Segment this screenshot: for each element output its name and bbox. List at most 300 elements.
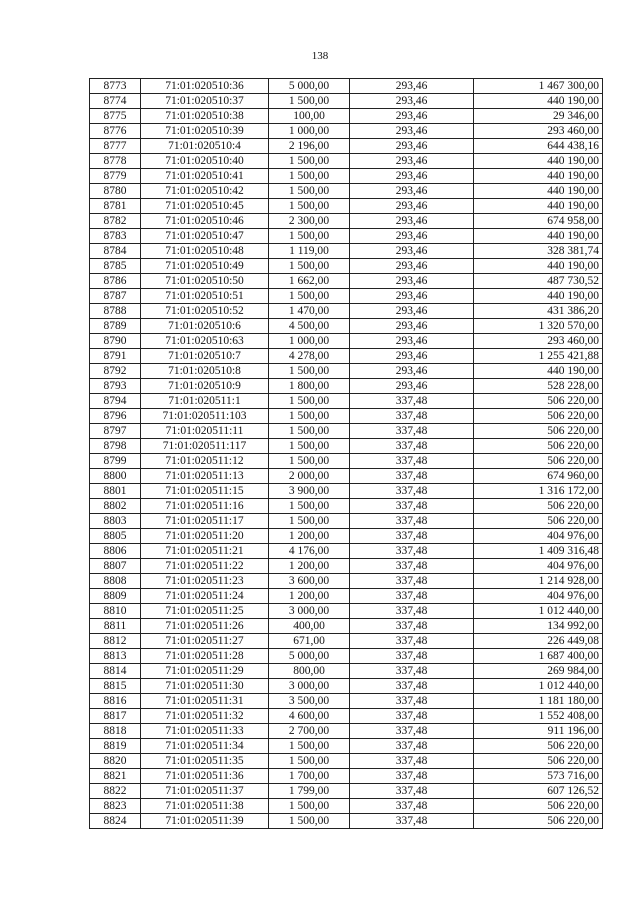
row-number-cell: 8792: [90, 364, 141, 379]
row-number-cell: 8802: [90, 499, 141, 514]
cadastral-value-cell: 506 220,00: [474, 409, 603, 424]
specific-value-cell: 293,46: [350, 124, 474, 139]
cadastral-value-cell: 506 220,00: [474, 514, 603, 529]
cadastral-value-cell: 506 220,00: [474, 799, 603, 814]
cadastral-value-cell: 573 716,00: [474, 769, 603, 784]
row-number-cell: 8780: [90, 184, 141, 199]
area-cell: 1 500,00: [269, 94, 350, 109]
cadastral-value-cell: 506 220,00: [474, 454, 603, 469]
table-row: [90, 649, 603, 664]
row-number-cell: 8797: [90, 424, 141, 439]
row-number-cell: 8793: [90, 379, 141, 394]
specific-value-cell: 293,46: [350, 79, 474, 94]
cadastral-number-cell: 71:01:020511:37: [141, 784, 269, 799]
cadastral-number-cell: 71:01:020511:13: [141, 469, 269, 484]
specific-value-cell: 293,46: [350, 154, 474, 169]
cadastral-number-cell: 71:01:020510:45: [141, 199, 269, 214]
table-row: [90, 769, 603, 784]
area-cell: 4 176,00: [269, 544, 350, 559]
cadastral-value-cell: 1 316 172,00: [474, 484, 603, 499]
row-number-cell: 8798: [90, 439, 141, 454]
area-cell: 3 600,00: [269, 574, 350, 589]
cadastral-number-cell: 71:01:020511:35: [141, 754, 269, 769]
specific-value-cell: 337,48: [350, 619, 474, 634]
specific-value-cell: 293,46: [350, 94, 474, 109]
cadastral-number-cell: 71:01:020511:12: [141, 454, 269, 469]
cadastral-value-cell: 644 438,16: [474, 139, 603, 154]
table-row: [90, 814, 603, 829]
row-number-cell: 8815: [90, 679, 141, 694]
cadastral-value-cell: 506 220,00: [474, 754, 603, 769]
table-row: [90, 439, 603, 454]
specific-value-cell: 293,46: [350, 379, 474, 394]
cadastral-number-cell: 71:01:020511:23: [141, 574, 269, 589]
specific-value-cell: 337,48: [350, 514, 474, 529]
row-number-cell: 8812: [90, 634, 141, 649]
specific-value-cell: 337,48: [350, 784, 474, 799]
cadastral-value-cell: 1 012 440,00: [474, 679, 603, 694]
area-cell: 3 000,00: [269, 604, 350, 619]
area-cell: 1 500,00: [269, 259, 350, 274]
cadastral-value-cell: 404 976,00: [474, 529, 603, 544]
table-row: [90, 139, 603, 154]
table-row: [90, 259, 603, 274]
table-row: [90, 334, 603, 349]
table-row: [90, 289, 603, 304]
specific-value-cell: 337,48: [350, 769, 474, 784]
row-number-cell: 8773: [90, 79, 141, 94]
table-row: [90, 499, 603, 514]
table-row: [90, 274, 603, 289]
cadastral-number-cell: 71:01:020510:38: [141, 109, 269, 124]
specific-value-cell: 337,48: [350, 529, 474, 544]
table-row: [90, 244, 603, 259]
table-row: [90, 79, 603, 94]
area-cell: 1 662,00: [269, 274, 350, 289]
specific-value-cell: 337,48: [350, 454, 474, 469]
cadastral-number-cell: 71:01:020510:41: [141, 169, 269, 184]
specific-value-cell: 293,46: [350, 334, 474, 349]
cadastral-value-cell: 134 992,00: [474, 619, 603, 634]
area-cell: 1 500,00: [269, 439, 350, 454]
row-number-cell: 8799: [90, 454, 141, 469]
cadastral-value-cell: 1 409 316,48: [474, 544, 603, 559]
row-number-cell: 8782: [90, 214, 141, 229]
row-number-cell: 8819: [90, 739, 141, 754]
row-number-cell: 8822: [90, 784, 141, 799]
specific-value-cell: 337,48: [350, 394, 474, 409]
area-cell: 1 500,00: [269, 289, 350, 304]
area-cell: 1 500,00: [269, 229, 350, 244]
row-number-cell: 8817: [90, 709, 141, 724]
cadastral-number-cell: 71:01:020510:7: [141, 349, 269, 364]
cadastral-number-cell: 71:01:020511:15: [141, 484, 269, 499]
cadastral-number-cell: 71:01:020510:49: [141, 259, 269, 274]
table-row: [90, 604, 603, 619]
specific-value-cell: 293,46: [350, 199, 474, 214]
area-cell: 1 470,00: [269, 304, 350, 319]
cadastral-number-cell: 71:01:020511:17: [141, 514, 269, 529]
cadastral-number-cell: 71:01:020510:46: [141, 214, 269, 229]
area-cell: 1 500,00: [269, 499, 350, 514]
row-number-cell: 8785: [90, 259, 141, 274]
cadastral-value-cell: 506 220,00: [474, 439, 603, 454]
table-row: [90, 169, 603, 184]
table-row: [90, 424, 603, 439]
specific-value-cell: 293,46: [350, 364, 474, 379]
table-row: [90, 664, 603, 679]
cadastral-number-cell: 71:01:020510:47: [141, 229, 269, 244]
cadastral-value-cell: 440 190,00: [474, 94, 603, 109]
cadastral-number-cell: 71:01:020510:8: [141, 364, 269, 379]
cadastral-value-cell: 506 220,00: [474, 814, 603, 829]
cadastral-value-cell: 293 460,00: [474, 124, 603, 139]
area-cell: 2 000,00: [269, 469, 350, 484]
cadastral-number-cell: 71:01:020511:33: [141, 724, 269, 739]
cadastral-number-cell: 71:01:020510:50: [141, 274, 269, 289]
cadastral-number-cell: 71:01:020511:31: [141, 694, 269, 709]
cadastral-value-cell: 1 467 300,00: [474, 79, 603, 94]
cadastral-value-cell: 226 449,08: [474, 634, 603, 649]
area-cell: 2 300,00: [269, 214, 350, 229]
cadastral-number-cell: 71:01:020510:4: [141, 139, 269, 154]
cadastral-number-cell: 71:01:020510:37: [141, 94, 269, 109]
specific-value-cell: 337,48: [350, 574, 474, 589]
row-number-cell: 8786: [90, 274, 141, 289]
cadastral-value-cell: 1 552 408,00: [474, 709, 603, 724]
table-row: [90, 319, 603, 334]
cadastral-value-cell: 269 984,00: [474, 664, 603, 679]
cadastral-number-cell: 71:01:020511:34: [141, 739, 269, 754]
row-number-cell: 8790: [90, 334, 141, 349]
table-row: [90, 739, 603, 754]
cadastral-value-cell: 1 181 180,00: [474, 694, 603, 709]
cadastral-number-cell: 71:01:020511:28: [141, 649, 269, 664]
area-cell: 3 000,00: [269, 679, 350, 694]
specific-value-cell: 293,46: [350, 259, 474, 274]
area-cell: 671,00: [269, 634, 350, 649]
row-number-cell: 8789: [90, 319, 141, 334]
row-number-cell: 8775: [90, 109, 141, 124]
table-row: [90, 559, 603, 574]
table-row: [90, 529, 603, 544]
specific-value-cell: 293,46: [350, 169, 474, 184]
area-cell: 1 000,00: [269, 124, 350, 139]
row-number-cell: 8813: [90, 649, 141, 664]
specific-value-cell: 293,46: [350, 109, 474, 124]
specific-value-cell: 293,46: [350, 244, 474, 259]
table-row: [90, 109, 603, 124]
specific-value-cell: 337,48: [350, 724, 474, 739]
cadastral-number-cell: 71:01:020511:25: [141, 604, 269, 619]
cadastral-number-cell: 71:01:020510:63: [141, 334, 269, 349]
specific-value-cell: 337,48: [350, 754, 474, 769]
table-row: [90, 379, 603, 394]
area-cell: 100,00: [269, 109, 350, 124]
table-row: [90, 619, 603, 634]
cadastral-number-cell: 71:01:020511:16: [141, 499, 269, 514]
table-row: [90, 754, 603, 769]
row-number-cell: 8806: [90, 544, 141, 559]
specific-value-cell: 293,46: [350, 319, 474, 334]
area-cell: 1 500,00: [269, 154, 350, 169]
table-row: [90, 484, 603, 499]
cadastral-value-cell: 674 960,00: [474, 469, 603, 484]
specific-value-cell: 337,48: [350, 799, 474, 814]
area-cell: 1 500,00: [269, 409, 350, 424]
specific-value-cell: 337,48: [350, 739, 474, 754]
area-cell: 1 500,00: [269, 169, 350, 184]
cadastral-number-cell: 71:01:020510:48: [141, 244, 269, 259]
table-row: [90, 394, 603, 409]
cadastral-number-cell: 71:01:020510:51: [141, 289, 269, 304]
area-cell: 1 119,00: [269, 244, 350, 259]
specific-value-cell: 293,46: [350, 214, 474, 229]
specific-value-cell: 337,48: [350, 559, 474, 574]
cadastral-value-cell: 911 196,00: [474, 724, 603, 739]
cadastral-number-cell: 71:01:020511:11: [141, 424, 269, 439]
cadastral-number-cell: 71:01:020510:40: [141, 154, 269, 169]
table-row: [90, 94, 603, 109]
row-number-cell: 8824: [90, 814, 141, 829]
table-row: [90, 454, 603, 469]
cadastral-number-cell: 71:01:020510:39: [141, 124, 269, 139]
table-row: [90, 694, 603, 709]
cadastral-number-cell: 71:01:020510:9: [141, 379, 269, 394]
area-cell: 4 500,00: [269, 319, 350, 334]
cadastral-value-cell: 440 190,00: [474, 199, 603, 214]
table-row: [90, 514, 603, 529]
row-number-cell: 8787: [90, 289, 141, 304]
table-row: [90, 634, 603, 649]
specific-value-cell: 293,46: [350, 139, 474, 154]
area-cell: 3 500,00: [269, 694, 350, 709]
cadastral-value-cell: 404 976,00: [474, 559, 603, 574]
row-number-cell: 8820: [90, 754, 141, 769]
row-number-cell: 8800: [90, 469, 141, 484]
row-number-cell: 8784: [90, 244, 141, 259]
row-number-cell: 8814: [90, 664, 141, 679]
cadastral-number-cell: 71:01:020511:20: [141, 529, 269, 544]
table-row: [90, 124, 603, 139]
specific-value-cell: 337,48: [350, 814, 474, 829]
row-number-cell: 8794: [90, 394, 141, 409]
cadastral-value-cell: 1 012 440,00: [474, 604, 603, 619]
table-row: [90, 214, 603, 229]
cadastral-value-cell: 506 220,00: [474, 739, 603, 754]
specific-value-cell: 293,46: [350, 349, 474, 364]
cadastral-value-cell: 1 320 570,00: [474, 319, 603, 334]
cadastral-number-cell: 71:01:020511:103: [141, 409, 269, 424]
cadastral-number-cell: 71:01:020511:27: [141, 634, 269, 649]
row-number-cell: 8811: [90, 619, 141, 634]
specific-value-cell: 293,46: [350, 289, 474, 304]
cadastral-value-cell: 440 190,00: [474, 289, 603, 304]
cadastral-value-cell: 440 190,00: [474, 154, 603, 169]
cadastral-number-cell: 71:01:020511:22: [141, 559, 269, 574]
cadastral-value-cell: 1 255 421,88: [474, 349, 603, 364]
specific-value-cell: 293,46: [350, 274, 474, 289]
area-cell: 1 500,00: [269, 814, 350, 829]
row-number-cell: 8810: [90, 604, 141, 619]
cadastral-value-cell: 440 190,00: [474, 259, 603, 274]
cadastral-value-cell: 328 381,74: [474, 244, 603, 259]
cadastral-value-cell: 674 958,00: [474, 214, 603, 229]
specific-value-cell: 293,46: [350, 184, 474, 199]
row-number-cell: 8788: [90, 304, 141, 319]
area-cell: 2 196,00: [269, 139, 350, 154]
table-row: [90, 199, 603, 214]
specific-value-cell: 337,48: [350, 424, 474, 439]
area-cell: 4 278,00: [269, 349, 350, 364]
cadastral-value-cell: 1 687 400,00: [474, 649, 603, 664]
area-cell: 1 500,00: [269, 199, 350, 214]
specific-value-cell: 337,48: [350, 664, 474, 679]
specific-value-cell: 337,48: [350, 634, 474, 649]
cadastral-value-cell: 29 346,00: [474, 109, 603, 124]
row-number-cell: 8777: [90, 139, 141, 154]
page-number: 138: [311, 50, 329, 62]
cadastral-value-cell: 487 730,52: [474, 274, 603, 289]
cadastral-number-cell: 71:01:020511:29: [141, 664, 269, 679]
cadastral-value-cell: 293 460,00: [474, 334, 603, 349]
cadastral-value-cell: 506 220,00: [474, 424, 603, 439]
cadastral-number-cell: 71:01:020511:32: [141, 709, 269, 724]
row-number-cell: 8778: [90, 154, 141, 169]
area-cell: 1 200,00: [269, 589, 350, 604]
cadastral-number-cell: 71:01:020511:26: [141, 619, 269, 634]
table-row: [90, 409, 603, 424]
cadastral-number-cell: 71:01:020511:21: [141, 544, 269, 559]
area-cell: 1 500,00: [269, 739, 350, 754]
row-number-cell: 8801: [90, 484, 141, 499]
table-row: [90, 544, 603, 559]
cadastral-number-cell: 71:01:020510:52: [141, 304, 269, 319]
row-number-cell: 8803: [90, 514, 141, 529]
area-cell: 1 200,00: [269, 559, 350, 574]
row-number-cell: 8776: [90, 124, 141, 139]
cadastral-value-cell: 440 190,00: [474, 169, 603, 184]
row-number-cell: 8807: [90, 559, 141, 574]
row-number-cell: 8783: [90, 229, 141, 244]
area-cell: 1 800,00: [269, 379, 350, 394]
specific-value-cell: 337,48: [350, 544, 474, 559]
area-cell: 1 500,00: [269, 454, 350, 469]
specific-value-cell: 337,48: [350, 409, 474, 424]
cadastral-value-cell: 528 228,00: [474, 379, 603, 394]
specific-value-cell: 337,48: [350, 649, 474, 664]
table-row: [90, 709, 603, 724]
area-cell: 5 000,00: [269, 79, 350, 94]
specific-value-cell: 337,48: [350, 589, 474, 604]
cadastral-value-cell: 506 220,00: [474, 394, 603, 409]
table-row: [90, 154, 603, 169]
cadastral-number-cell: 71:01:020511:1: [141, 394, 269, 409]
area-cell: 5 000,00: [269, 649, 350, 664]
cadastral-value-cell: 506 220,00: [474, 499, 603, 514]
row-number-cell: 8808: [90, 574, 141, 589]
area-cell: 400,00: [269, 619, 350, 634]
row-number-cell: 8774: [90, 94, 141, 109]
cadastral-number-cell: 71:01:020510:6: [141, 319, 269, 334]
cadastral-value-cell: 1 214 928,00: [474, 574, 603, 589]
area-cell: 1 799,00: [269, 784, 350, 799]
row-number-cell: 8781: [90, 199, 141, 214]
cadastral-value-cell: 440 190,00: [474, 184, 603, 199]
table-row: [90, 229, 603, 244]
row-number-cell: 8791: [90, 349, 141, 364]
table-row: [90, 724, 603, 739]
area-cell: 1 500,00: [269, 424, 350, 439]
cadastral-value-cell: 440 190,00: [474, 364, 603, 379]
cadastral-value-cell: 607 126,52: [474, 784, 603, 799]
specific-value-cell: 293,46: [350, 229, 474, 244]
row-number-cell: 8779: [90, 169, 141, 184]
row-number-cell: 8816: [90, 694, 141, 709]
specific-value-cell: 293,46: [350, 304, 474, 319]
table-row: [90, 364, 603, 379]
cadastral-number-cell: 71:01:020511:38: [141, 799, 269, 814]
cadastral-number-cell: 71:01:020511:39: [141, 814, 269, 829]
specific-value-cell: 337,48: [350, 499, 474, 514]
cadastral-value-table: [89, 78, 603, 829]
row-number-cell: 8805: [90, 529, 141, 544]
cadastral-value-cell: 404 976,00: [474, 589, 603, 604]
table-row: [90, 349, 603, 364]
table-row: [90, 469, 603, 484]
table-row: [90, 679, 603, 694]
area-cell: 1 200,00: [269, 529, 350, 544]
table-row: [90, 589, 603, 604]
row-number-cell: 8796: [90, 409, 141, 424]
area-cell: 1 500,00: [269, 799, 350, 814]
table-row: [90, 184, 603, 199]
table-body: [90, 79, 603, 829]
row-number-cell: 8818: [90, 724, 141, 739]
row-number-cell: 8809: [90, 589, 141, 604]
cadastral-value-cell: 440 190,00: [474, 229, 603, 244]
area-cell: 4 600,00: [269, 709, 350, 724]
specific-value-cell: 337,48: [350, 709, 474, 724]
table-row: [90, 574, 603, 589]
area-cell: 1 000,00: [269, 334, 350, 349]
specific-value-cell: 337,48: [350, 604, 474, 619]
table-row: [90, 304, 603, 319]
cadastral-number-cell: 71:01:020510:42: [141, 184, 269, 199]
area-cell: 1 500,00: [269, 364, 350, 379]
area-cell: 3 900,00: [269, 484, 350, 499]
area-cell: 1 700,00: [269, 769, 350, 784]
cadastral-number-cell: 71:01:020511:30: [141, 679, 269, 694]
cadastral-value-cell: 431 386,20: [474, 304, 603, 319]
specific-value-cell: 337,48: [350, 694, 474, 709]
specific-value-cell: 337,48: [350, 469, 474, 484]
row-number-cell: 8823: [90, 799, 141, 814]
area-cell: 800,00: [269, 664, 350, 679]
table-row: [90, 784, 603, 799]
cadastral-number-cell: 71:01:020510:36: [141, 79, 269, 94]
row-number-cell: 8821: [90, 769, 141, 784]
specific-value-cell: 337,48: [350, 679, 474, 694]
cadastral-number-cell: 71:01:020511:36: [141, 769, 269, 784]
cadastral-number-cell: 71:01:020511:24: [141, 589, 269, 604]
cadastral-number-cell: 71:01:020511:117: [141, 439, 269, 454]
specific-value-cell: 337,48: [350, 439, 474, 454]
area-cell: 1 500,00: [269, 394, 350, 409]
specific-value-cell: 337,48: [350, 484, 474, 499]
table-row: [90, 799, 603, 814]
area-cell: 2 700,00: [269, 724, 350, 739]
